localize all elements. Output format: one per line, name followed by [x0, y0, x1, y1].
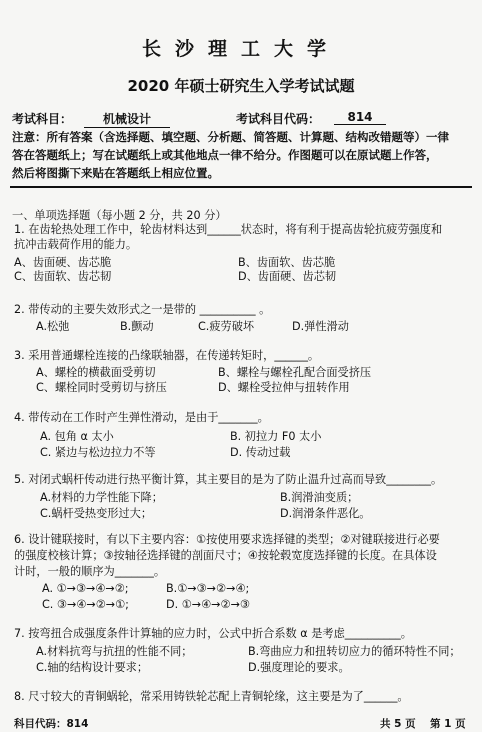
question-3-stem: 3. 采用普通螺栓连接的凸缘联轴器，在传递转矩时，______。 [14, 349, 320, 362]
q6-option-c: C. ③→④→②→①; [42, 598, 129, 611]
code-value: 814 [334, 110, 386, 125]
q5-option-d: D.润滑条件恶化。 [280, 507, 371, 520]
question-8-stem: 8. 尺寸较大的青铜蜗轮，常采用铸铁轮芯配上青铜轮缘，这主要是为了______。 [14, 690, 409, 703]
notice-line: 注意：所有答案（含选择题、填空题、分析题、简答题、计算题、结构改错题等）一律 [12, 130, 449, 144]
q5-option-c: C.蜗杆受热变形过大； [40, 507, 153, 520]
q1-option-c: C、齿面软、齿芯韧 [14, 270, 112, 283]
q5-option-a: A.材料的力学性能下降； [40, 491, 163, 504]
q3-option-b: B、螺栓与螺栓孔配合面受挤压 [218, 366, 372, 379]
q1-option-b: B、齿面软、齿芯脆 [238, 256, 336, 269]
subject-label: 考试科目： [12, 112, 73, 126]
q1-option-a: A、齿面硬、齿芯脆 [14, 256, 112, 269]
question-2-stem: 2. 带传动的主要失效形式之一是带的 __________ 。 [14, 303, 271, 316]
question-1-stem [14, 222, 442, 252]
question-7-stem: 7. 按弯扭合成强度条件计算轴的应力时，公式中折合系数 α 是考虑__________。 [14, 627, 412, 640]
q2-option-d: D.弹性滑动 [292, 320, 349, 333]
footer-total-pages: 共 5 页 [380, 718, 416, 730]
subject-name-field [84, 110, 170, 128]
q3-option-a: A、螺栓的横截面受剪切 [36, 366, 156, 379]
q2-option-a: A.松弛 [36, 320, 70, 333]
exam-title: 2020 年硕士研究生入学考试试题 [127, 77, 355, 95]
question-5-stem: 5. 对闭式蜗杆传动进行热平衡计算，其主要目的是为了防止温升过高而导致________。 [14, 473, 443, 486]
q6-option-b: B.①→③→②→④; [166, 582, 250, 595]
footer-page-number: 第 1 页 [430, 718, 466, 730]
q4-option-a: A. 包角 α 太小 [40, 430, 114, 443]
q7-option-d: D.强度理论的要求。 [248, 661, 350, 674]
code-field [334, 110, 386, 125]
footer-code: 科目代码：814 [14, 718, 89, 730]
subject-name: 机械设计 [84, 110, 170, 128]
notice [12, 128, 470, 182]
university-name: 长沙理工大学 [141, 38, 340, 60]
q2-option-c: C.疲劳破坏 [198, 320, 255, 333]
code-label: 考试科目代码： [236, 112, 321, 126]
q6-option-d: D. ①→④→②→③ [166, 598, 250, 611]
notice-line: 答在答题纸上；写在试题纸上或其他地点一律不给分。作图题可以在原试题上作答， [12, 148, 438, 162]
q4-option-d: D. 传动过载 [230, 446, 291, 459]
question-4-stem: 4. 带传动在工作时产生弹性滑动，是由于_______。 [14, 411, 269, 424]
stem-line: 抗冲击载荷作用的能力。 [14, 238, 138, 251]
question-6-stem [14, 532, 440, 580]
q3-option-d: D、螺栓受拉伸与扭转作用 [218, 381, 350, 394]
stem-line: 的强度校核计算；③按轴径选择键的剖面尺寸；④按轮毂宽度选择键的长度。在具体设 [14, 549, 437, 562]
stem-line: 6. 设计键联接时，有以下主要内容：①按使用要求选择键的类型；②对键联接进行必要 [14, 533, 440, 546]
header-divider [10, 186, 472, 188]
q5-option-b: B.润滑油变质； [280, 491, 359, 504]
stem-line: 计时，一般的顺序为_______。 [14, 565, 166, 578]
q6-option-a: A. ①→③→④→②; [42, 582, 129, 595]
q4-option-c: C. 紧边与松边拉力不等 [40, 446, 156, 459]
notice-line: 然后将图撕下来贴在答题纸上相应位置。 [12, 166, 219, 180]
q4-option-b: B. 初拉力 F0 太小 [230, 430, 322, 443]
q1-option-d: D、齿面硬、齿芯韧 [238, 270, 337, 283]
q7-option-a: A.材料抗弯与抗扭的性能不同； [36, 645, 193, 658]
q2-option-b: B.颤动 [120, 320, 154, 333]
q7-option-b: B.弯曲应力和扭转切应力的循环特性不同； [248, 645, 461, 658]
q7-option-c: C.轴的结构设计要求； [36, 661, 149, 674]
stem-line: 1. 在齿轮热处理工作中，轮齿材料达到______状态时，将有利于提高齿轮抗疲劳强度和 [14, 223, 443, 236]
q3-option-c: C、螺栓同时受剪切与挤压 [36, 381, 167, 394]
section-title: 一、单项选择题（每小题 2 分，共 20 分） [12, 209, 227, 222]
